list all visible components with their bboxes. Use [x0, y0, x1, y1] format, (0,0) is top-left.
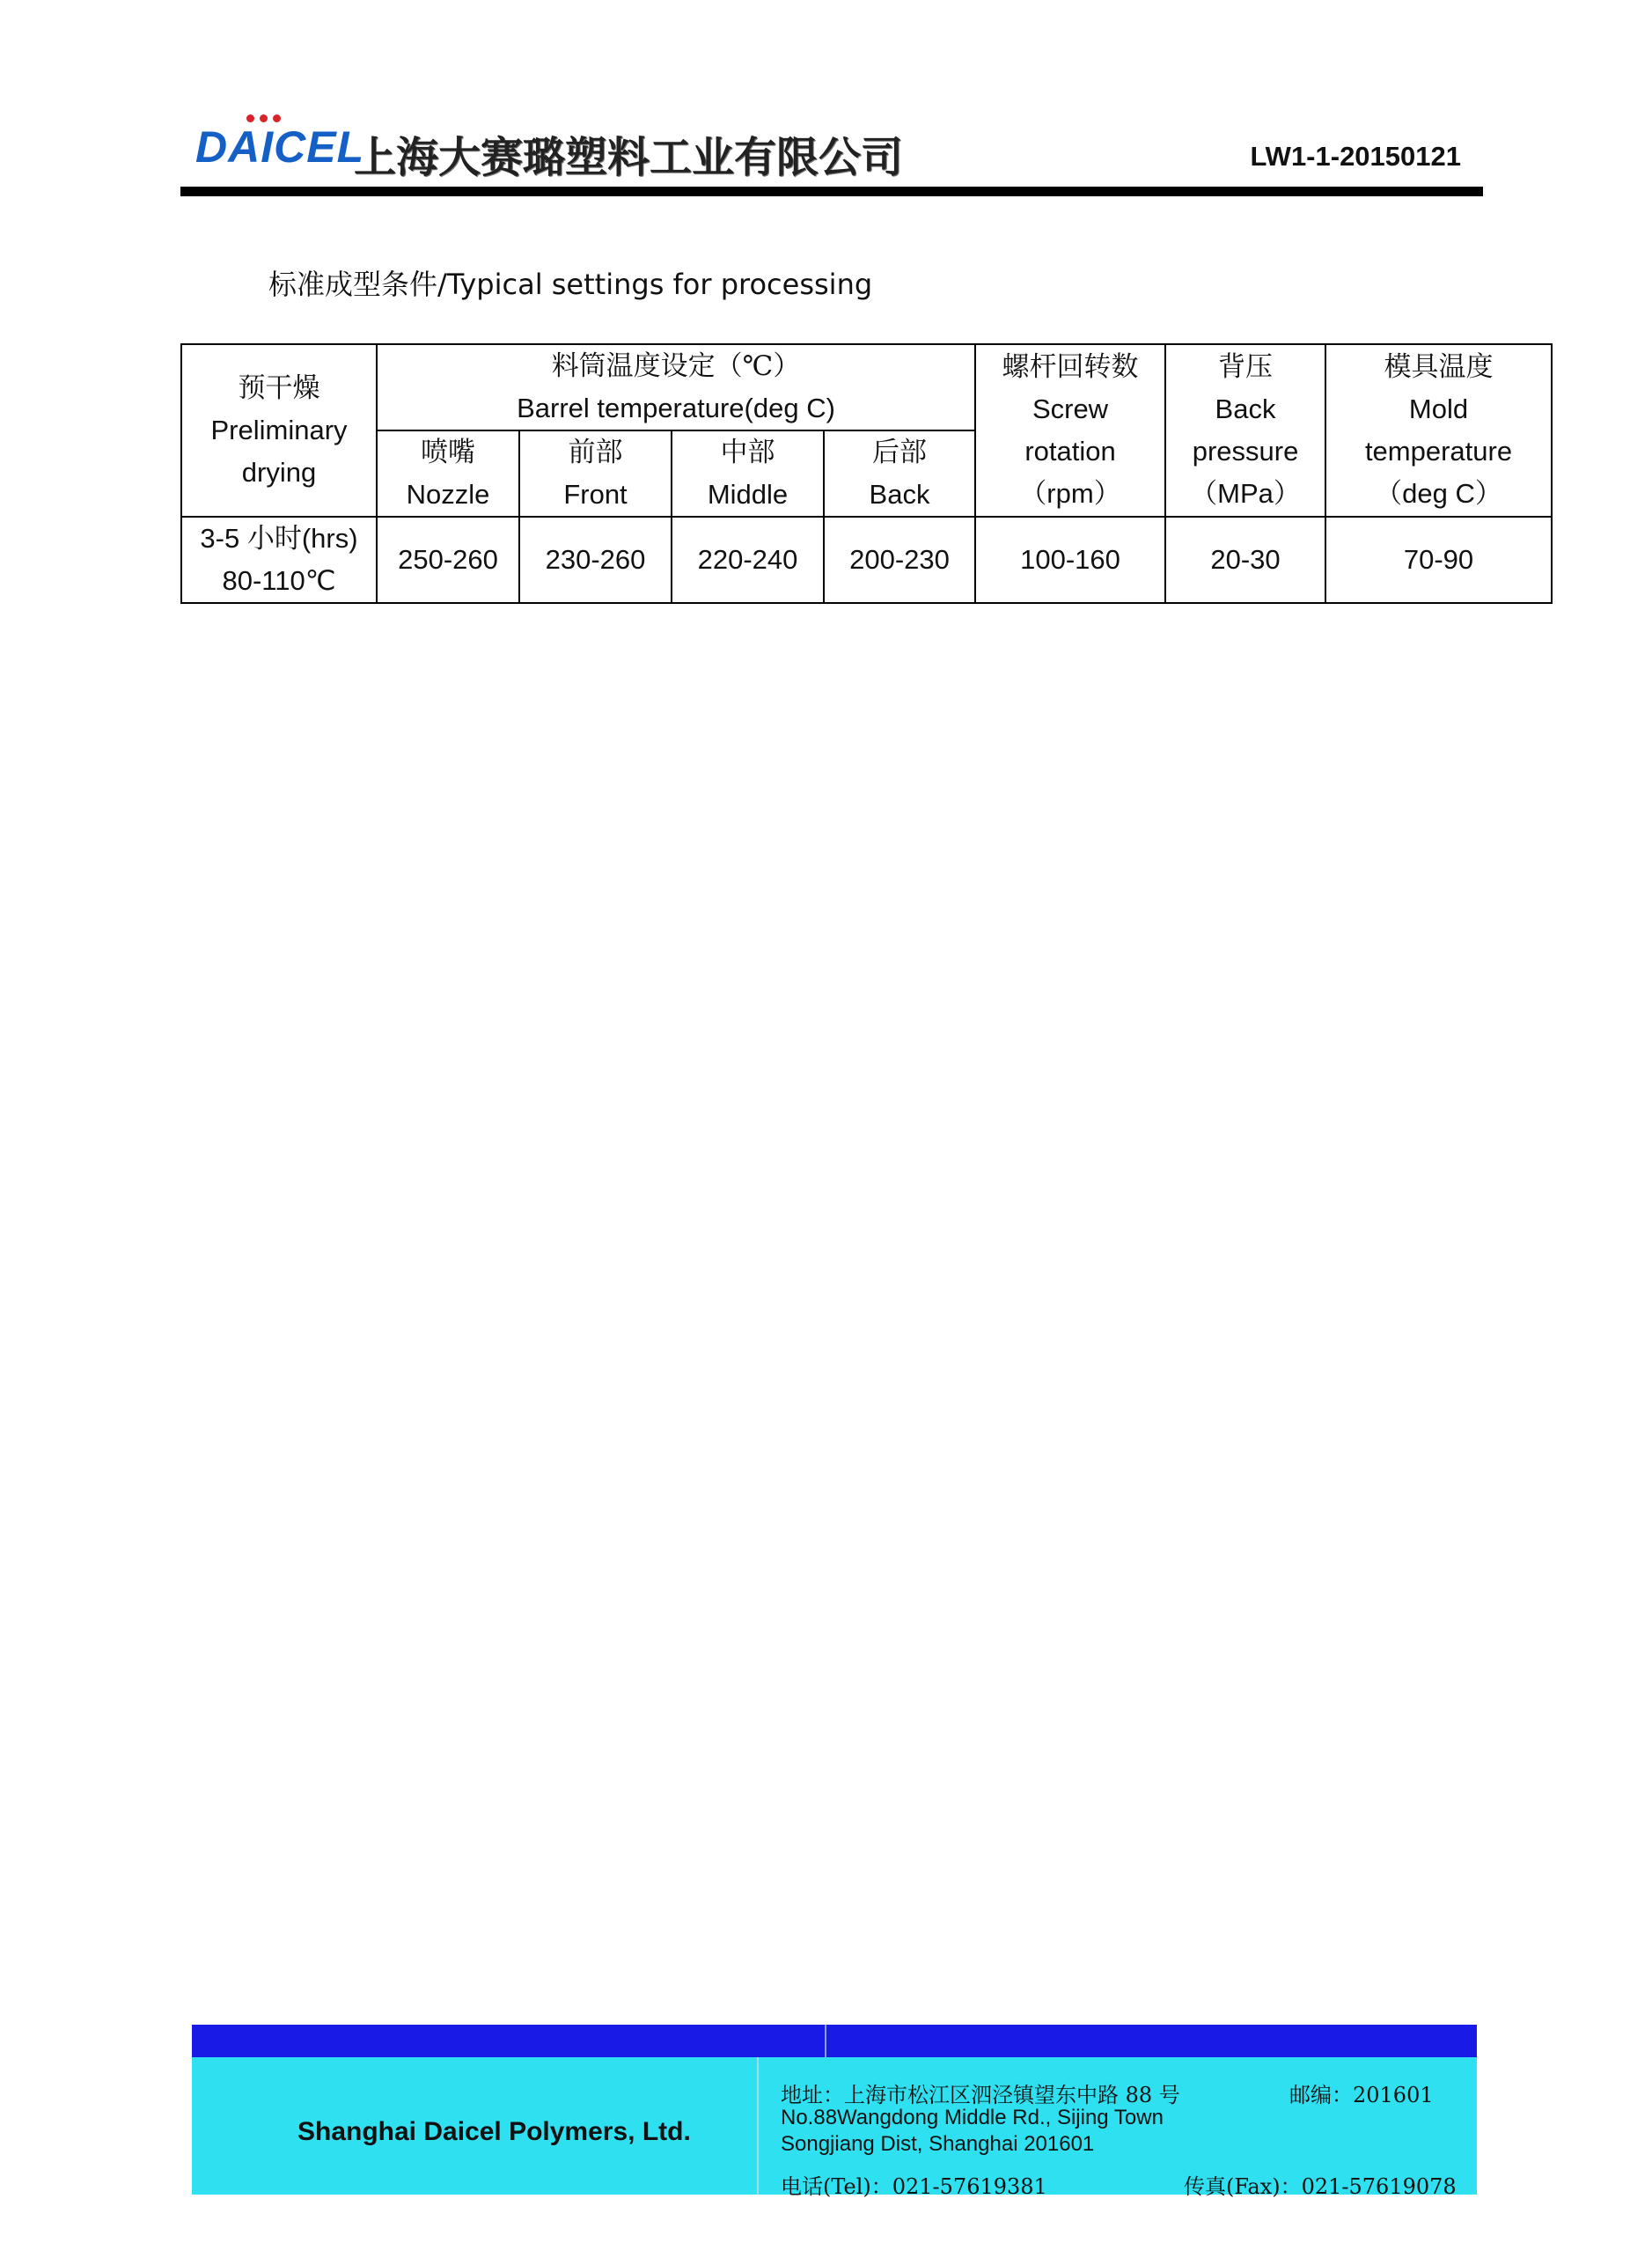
- middle-header: 中部 Middle: [672, 430, 824, 517]
- footer-address-cn: 地址：上海市松江区泗泾镇望东中路 88 号: [781, 2083, 1180, 2107]
- processing-settings-table: [180, 343, 1553, 604]
- nozzle-header: 喷嘴 Nozzle: [377, 430, 519, 517]
- middle-value: 220-240: [672, 517, 824, 603]
- screw-rotation-value: 100-160: [975, 517, 1165, 603]
- mold-temp-header: 模具温度 Mold temperature （deg C）: [1325, 344, 1552, 517]
- screw-rotation-header: 螺杆回转数 Screw rotation （rpm）: [975, 344, 1165, 517]
- front-value: 230-260: [519, 517, 672, 603]
- logo-text: DAICEL: [195, 122, 365, 172]
- header-rule: [180, 187, 1483, 196]
- mold-temp-value: 70-90: [1325, 517, 1552, 603]
- footer-divider: [757, 2057, 759, 2195]
- footer-bar-divider: [825, 2025, 826, 2057]
- footer-top-bar: [192, 2025, 1477, 2057]
- footer-tel: 电话(Tel)：021-57619381: [781, 2174, 1047, 2199]
- back-header: 后部 Back: [824, 430, 975, 517]
- section-title: 标准成型条件/Typical settings for processing: [268, 268, 873, 301]
- footer-postcode: 邮编：201601: [1289, 2083, 1434, 2107]
- footer-address-en-line1: No.88Wangdong Middle Rd., Sijing Town: [781, 2106, 1164, 2129]
- footer-address-en-line2: Songjiang Dist, Shanghai 201601: [781, 2132, 1095, 2156]
- table-row: [181, 517, 1552, 603]
- footer-fax: 传真(Fax)：021-57619078: [1184, 2174, 1457, 2199]
- back-pressure-value: 20-30: [1165, 517, 1325, 603]
- drying-value: 3-5 小时(hrs) 80-110℃: [181, 517, 377, 603]
- document-code: LW1-1-20150121: [1250, 141, 1461, 172]
- company-name-cn: 上海大赛璐塑料工业有限公司: [354, 133, 904, 182]
- back-pressure-header: 背压 Back pressure （MPa）: [1165, 344, 1325, 517]
- front-header: 前部 Front: [519, 430, 672, 517]
- footer-company-name: Shanghai Daicel Polymers, Ltd.: [297, 2117, 691, 2146]
- nozzle-value: 250-260: [377, 517, 519, 603]
- drying-header: 预干燥 Preliminary drying: [181, 344, 377, 517]
- barrel-temp-header: 料筒温度设定（℃） Barrel temperature(deg C): [377, 344, 975, 430]
- back-value: 200-230: [824, 517, 975, 603]
